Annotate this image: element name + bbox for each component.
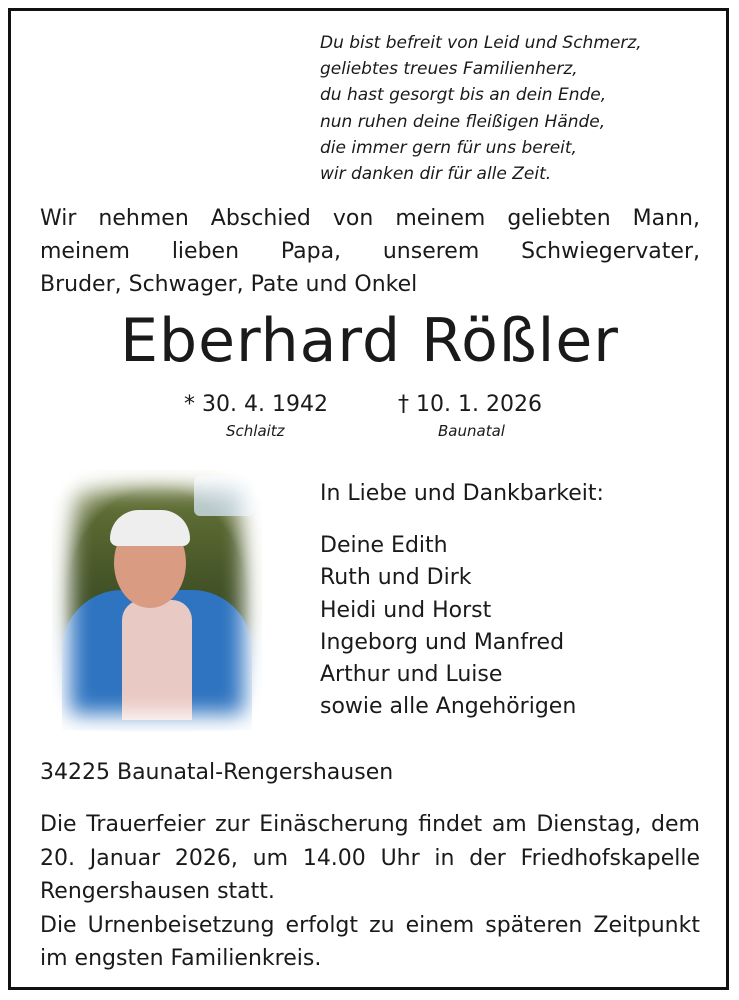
family-member: Ingeborg und Manfred — [320, 629, 565, 655]
family-list — [320, 478, 604, 723]
poem-line: Du bist befreit von Leid und Schmerz, — [320, 33, 642, 53]
intro-line: Bruder, Schwager, Pate und Onkel — [40, 272, 418, 297]
birth-place: Schlaitz — [226, 422, 285, 440]
family-member: Arthur und Luise — [320, 662, 503, 688]
intro-line: Wir nehmen Abschied von meinem geliebten Mann, — [40, 206, 700, 231]
deceased-name: Eberhard Rößler — [120, 306, 619, 376]
address: 34225 Baunatal-Rengershausen — [40, 760, 394, 785]
birth-date: * 30. 4. 1942 — [184, 392, 328, 417]
family-member: Deine Edith — [320, 533, 448, 559]
death-place: Baunatal — [438, 422, 505, 440]
intro-line: meinem lieben Papa, unserem Schwiegervater, — [40, 239, 700, 264]
poem — [320, 30, 642, 187]
family-member: sowie alle Angehörigen — [320, 694, 577, 720]
poem-line: die immer gern für uns bereit, — [320, 137, 577, 158]
death-date: † 10. 1. 2026 — [398, 392, 542, 417]
family-member: Ruth und Dirk — [320, 565, 472, 591]
family-member: Heidi und Horst — [320, 597, 492, 623]
funeral-notice — [40, 808, 700, 976]
notice-paragraph: Die Trauerfeier zur Einäscherung findet am Dienstag, dem 20. Januar 2026, um 14.00 Uhr in der Friedhofskapelle Rengershausen statt. — [40, 812, 700, 904]
family-heading: In Liebe und Dankbarkeit: — [320, 481, 604, 506]
portrait-photo — [52, 470, 262, 732]
poem-line: geliebtes treues Familienherz, — [320, 59, 578, 80]
poem-line: wir danken dir für alle Zeit. — [320, 164, 552, 185]
intro-text — [40, 202, 700, 301]
poem-line: du hast gesorgt bis an dein Ende, — [320, 85, 607, 106]
notice-paragraph: Die Urnenbeisetzung erfolgt zu einem späteren Zeitpunkt im engsten Familienkreis. — [40, 912, 700, 971]
poem-line: nun ruhen deine fleißigen Hände, — [320, 111, 606, 132]
